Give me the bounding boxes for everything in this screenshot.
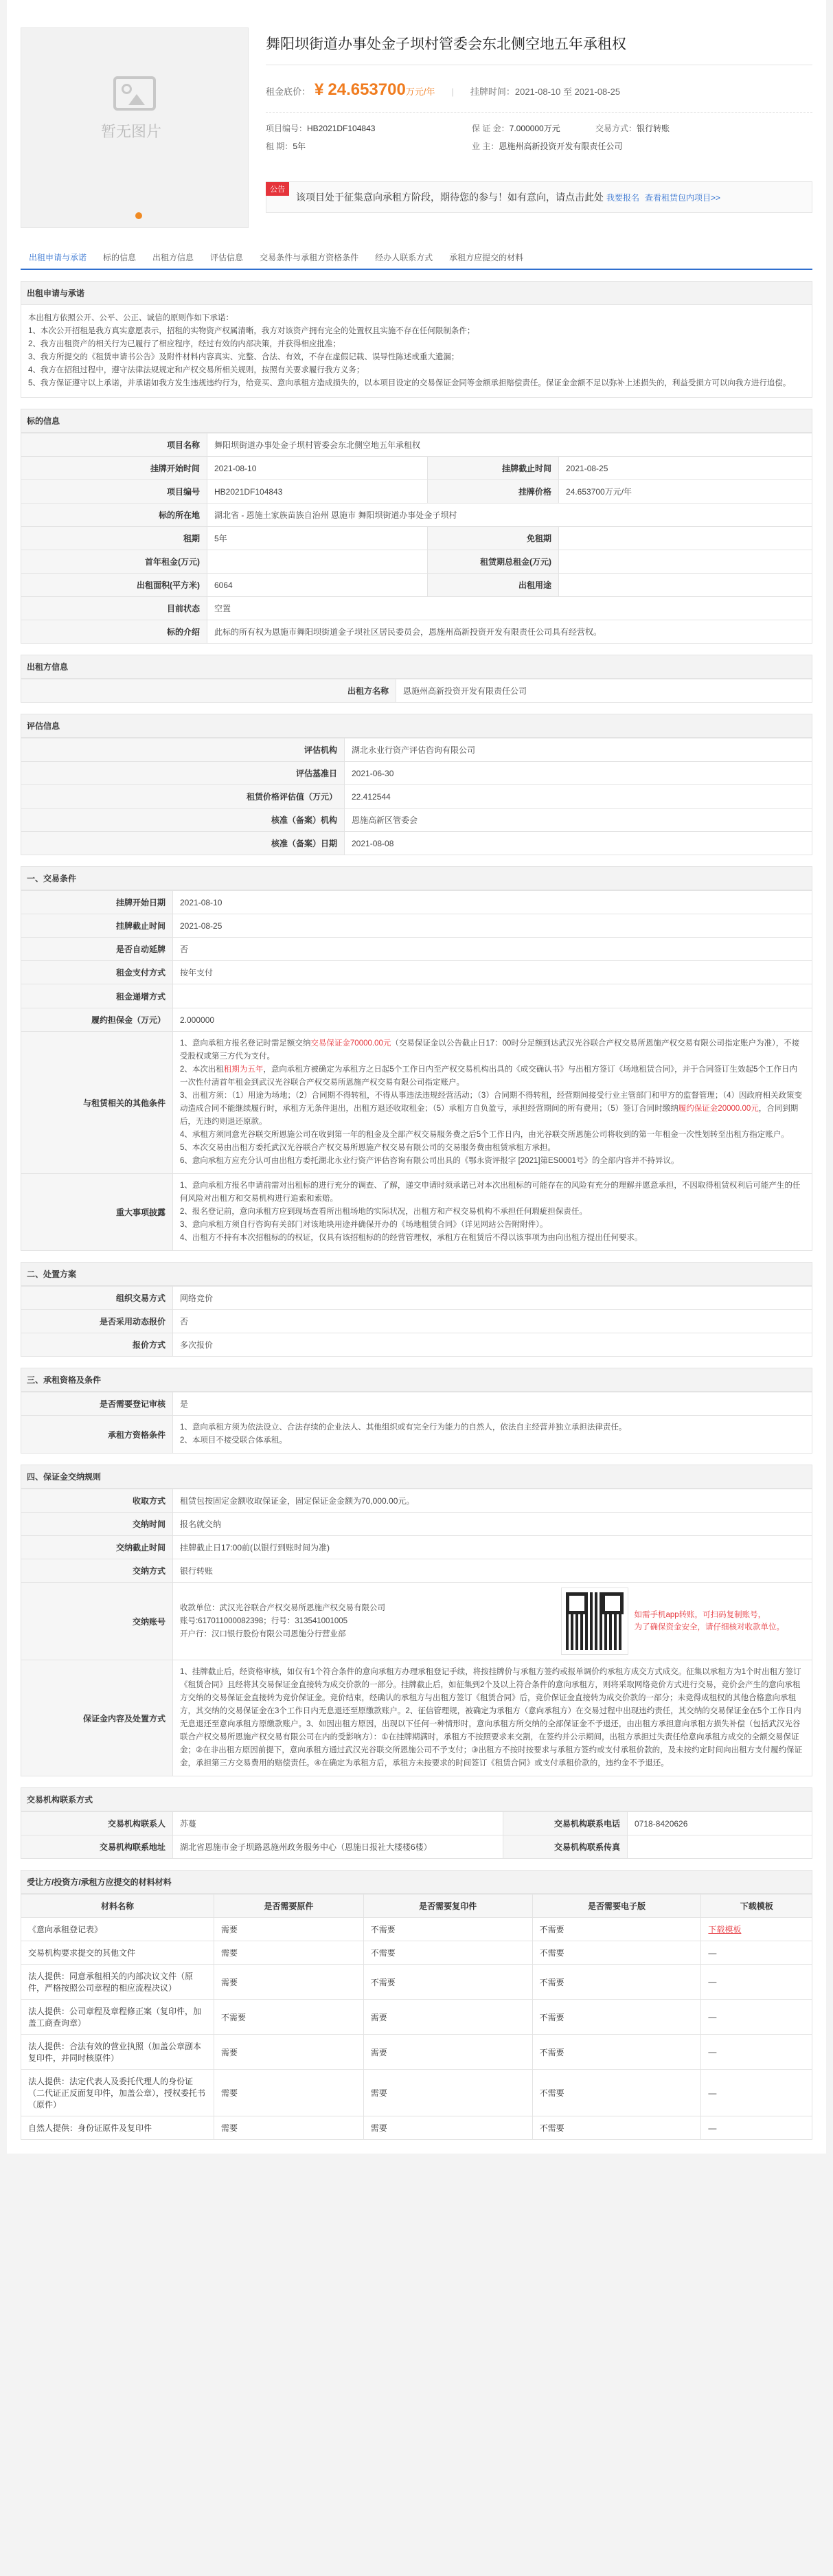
cell-label: 评估机构 bbox=[21, 738, 345, 762]
cell-label: 重大事项披露 bbox=[21, 1174, 173, 1251]
cell-value: 此标的所有权为恩施市舞阳坝街道金子坝社区居民委员会，恩施州高新投资开发有限责任公司具有经营权。 bbox=[207, 620, 812, 644]
notice-tag: 公告 bbox=[266, 182, 289, 196]
section-title: 评估信息 bbox=[21, 714, 812, 738]
project-no-label: 项目编号： bbox=[266, 124, 308, 133]
tab-lessor[interactable]: 出租方信息 bbox=[152, 253, 194, 262]
notice-text: 该项目处于征集意向承租方阶段，期待您的参与！如有意向，请点击此处 bbox=[296, 192, 604, 203]
lessor-table bbox=[21, 679, 812, 703]
cell-value: HB2021DF104843 bbox=[207, 480, 428, 504]
cell-label: 出租用途 bbox=[428, 574, 559, 597]
apply-line: 4、我方在招租过程中，遵守法律法规规定和产权交易所相关规则，按照有关要求履行我方义务； bbox=[28, 366, 365, 374]
owner-label: 业 主： bbox=[472, 142, 499, 151]
cell-label: 项目编号 bbox=[21, 480, 207, 504]
qr-code-icon[interactable] bbox=[562, 1588, 628, 1654]
section-title: 一、交易条件 bbox=[21, 866, 812, 890]
price-unit: 万元/年 bbox=[405, 87, 435, 97]
other-conditions: 1、意向承租方报名登记时需足额交纳交易保证金70000.00元（交易保证金以公告截止日17：00时分足额到达武汉光谷联合产权交易所恩施产权交易有限公司指定账户为准），不接受股权或第三方代为支付。 2、本次出租租期为五年，意向承租方被确定为承租方之日起5个工作日内至产权交易机构出具的《成交确认书》与出租方签订《场地租赁合同》，并于合同签订生效起5个工作日内一次性付清首年租金到武汉光谷联合产权交易所恩施产权交易有限公司指定账户。 3、出租方须：（1）用途为场地；（2）合同期不得转租，不得从事违法违规经营活动；（3）合同期不得转租，经营期间接受行业主管部门和甲方的监督管理；（4）因政府相关政策变动造成合同不能继续履行时，承租方无条件退出，出租方退还收取租金；（5）承租方自负盈亏，承担经营期间的所有费用；（5）签订合同时缴纳履约保证金20000.00元，合同到期后，无违约则退还原款。 4、承租方须同意光谷联交所恩施公司在收到第一年的租金及全部产权交易服务费之后5个工作日内，由光谷联交所恩施公司将收到的第一年租金一次性划转至出租方指定账户。 5、本次交易由出租方委托武汉光谷联合产权交易所恩施产权交易有限公司的交易服务费由租赁承租方承担。 6、意向承租方应充分认可由出租方委托湖北永业行资产评估咨询有限公司出具的《鄂永资评报字 [2021]第ES0001号》的全部内容并不持异议。 bbox=[173, 1032, 812, 1174]
pay-method-label: 交易方式： bbox=[595, 124, 637, 133]
owner-value: 恩施州高新投资开发有限责任公司 bbox=[499, 142, 623, 151]
cell-value: 2021-08-10 bbox=[207, 457, 428, 480]
cell-label: 核准（备案）机构 bbox=[21, 809, 345, 832]
cell-label: 履约担保金（万元） bbox=[21, 1008, 173, 1032]
table-row: 交易机构要求提交的其他文件 需要 不需要 不需要 — bbox=[21, 1941, 812, 1965]
cell-label: 交易机构联系传真 bbox=[503, 1835, 628, 1859]
subject-table bbox=[21, 433, 812, 644]
cell-label: 标的介绍 bbox=[21, 620, 207, 644]
cell-value: 湖北省 - 恩施土家族苗族自治州 恩施市 舞阳坝街道办事处金子坝村 bbox=[207, 504, 812, 527]
cell-value: 空置 bbox=[207, 597, 812, 620]
cell-label: 收取方式 bbox=[21, 1489, 173, 1513]
materials-table bbox=[21, 1894, 812, 2140]
view-package-link[interactable]: 查看租赁包内项目>> bbox=[645, 192, 721, 203]
cell-value: 2021-08-08 bbox=[345, 832, 812, 855]
table-row: 法人提供：公司章程及章程修正案（复印件，加盖工商查询章） 不需要 需要 不需要 — bbox=[21, 2000, 812, 2035]
apply-content bbox=[21, 305, 812, 398]
cell-value: 24.653700万元/年 bbox=[559, 480, 812, 504]
carousel-dot[interactable] bbox=[135, 212, 142, 219]
apply-line: 本出租方依照公开、公平、公正、诚信的原则作如下承诺： bbox=[28, 314, 233, 322]
cell-label: 出租方名称 bbox=[21, 679, 396, 703]
term-label: 租 期： bbox=[266, 142, 293, 151]
image-icon bbox=[113, 76, 156, 111]
col-header: 下载模板 bbox=[701, 1895, 812, 1918]
section-title: 出租方信息 bbox=[21, 655, 812, 679]
deposit-table bbox=[21, 1489, 812, 1776]
cell-label: 租金支付方式 bbox=[21, 961, 173, 984]
pay-method: 银行转账 bbox=[637, 124, 670, 133]
cell-value: 湖北永业行资产评估咨询有限公司 bbox=[345, 738, 812, 762]
cell-label: 目前状态 bbox=[21, 597, 207, 620]
section-title: 出租申请与承诺 bbox=[21, 281, 812, 305]
section-evaluation bbox=[21, 714, 812, 855]
section-trade-conditions bbox=[21, 866, 812, 1251]
term-value: 5年 bbox=[293, 142, 306, 151]
table-row: 《意向承租登记表》 需要 不需要 不需要 下载模板 bbox=[21, 1918, 812, 1941]
cell-value: 租赁包按固定金额收取保证金，固定保证金金额为70,000.00元。 bbox=[173, 1489, 812, 1513]
cell-value: 网络竞价 bbox=[173, 1287, 812, 1310]
cell-label: 挂牌开始时间 bbox=[21, 457, 207, 480]
section-contact bbox=[21, 1787, 812, 1859]
tab-materials[interactable]: 承租方应提交的材料 bbox=[449, 253, 524, 262]
disposal-table bbox=[21, 1286, 812, 1357]
contact-table bbox=[21, 1811, 812, 1859]
cell-value: 22.412544 bbox=[345, 785, 812, 809]
account-info: 收款单位：武汉光谷联合产权交易所恩施产权交易有限公司 账号:617011000082398；行号：313541001005 开户行：汉口银行股份有限公司恩施分行营业部 如需手机app转账，可扫码复制账号， 为了确保资金安全，请仔细核对收款单位。 bbox=[173, 1583, 812, 1660]
listing-time: 2021-08-10 至 2021-08-25 bbox=[514, 87, 621, 97]
currency-symbol: ¥ bbox=[315, 80, 324, 99]
cell-label: 挂牌开始日期 bbox=[21, 891, 173, 914]
table-row: 法人提供：合法有效的营业执照（加盖公章副本复印件，并同时核原件） 需要 需要 不需要 — bbox=[21, 2035, 812, 2070]
apply-line: 2、我方出租资产的相关行为已履行了相应程序，经过有效的内部决策，并获得相应批准； bbox=[28, 340, 341, 348]
tab-evaluation[interactable]: 评估信息 bbox=[210, 253, 244, 262]
cell-value: 按年支付 bbox=[173, 961, 812, 984]
qr-tip-2: 为了确保资金安全，请仔细核对收款单位。 bbox=[634, 1623, 784, 1631]
price-row: 租金底价： ¥ 24.653700 万元/年 | 挂牌时间： 2021-08-10 至 2021-08-25 bbox=[266, 80, 621, 99]
cell-label: 交纳方式 bbox=[21, 1559, 173, 1583]
cell-value: 2021-08-25 bbox=[173, 914, 812, 938]
tab-subject[interactable]: 标的信息 bbox=[103, 253, 137, 262]
table-row: 法人提供：同意承租相关的内部决议文件（原件，严格按照公司章程的相应流程决议） 需要 不需要 不需要 — bbox=[21, 1965, 812, 2000]
cell-value: 银行转账 bbox=[173, 1559, 812, 1583]
download-template-link[interactable]: 下载模板 bbox=[708, 1925, 742, 1934]
cell-label: 是否自动延牌 bbox=[21, 938, 173, 961]
cell-label: 核准（备案）日期 bbox=[21, 832, 345, 855]
section-tabs bbox=[21, 246, 812, 270]
cell-value: 0718-8420626 bbox=[628, 1812, 812, 1835]
evaluation-table bbox=[21, 738, 812, 855]
cell-value: 多次报价 bbox=[173, 1333, 812, 1357]
price-value: 24.653700 bbox=[328, 80, 406, 99]
cell-value bbox=[628, 1835, 812, 1859]
cell-label: 交易机构联系电话 bbox=[503, 1812, 628, 1835]
qr-tip: 如需手机app转账，可扫码复制账号， bbox=[634, 1611, 766, 1619]
apply-line: 1、本次公开招租是我方真实意愿表示，招租的实物资产权属清晰，我方对该资产拥有完全的处置权且实施不存在任何限制条件； bbox=[28, 327, 475, 335]
cell-value: 2021-06-30 bbox=[345, 762, 812, 785]
section-materials bbox=[21, 1870, 812, 2140]
cell-value bbox=[173, 984, 812, 1008]
cell-value: 湖北省恩施市金子坝路恩施州政务服务中心（恩施日报社大楼楼6楼） bbox=[173, 1835, 503, 1859]
qualification-table bbox=[21, 1392, 812, 1454]
table-row: 自然人提供：身份证原件及复印件 需要 需要 不需要 — bbox=[21, 2116, 812, 2140]
tab-contact[interactable]: 经办人联系方式 bbox=[375, 253, 433, 262]
cell-label: 租赁价格评估值（万元） bbox=[21, 785, 345, 809]
section-title: 交易机构联系方式 bbox=[21, 1787, 812, 1811]
cell-label: 交纳截止时间 bbox=[21, 1536, 173, 1559]
cell-value bbox=[559, 527, 812, 550]
cell-value: 2021-08-25 bbox=[559, 457, 812, 480]
project-info bbox=[249, 27, 812, 228]
section-qualification bbox=[21, 1368, 812, 1454]
page bbox=[7, 0, 826, 2154]
section-disposal-plan bbox=[21, 1262, 812, 1357]
cell-label: 报价方式 bbox=[21, 1333, 173, 1357]
table-row: 法人提供：法定代表人及委托代理人的身份证（二代证正反面复印件，加盖公章），授权委托书（原件） 需要 需要 不需要 — bbox=[21, 2070, 812, 2116]
notice-bar bbox=[266, 181, 812, 213]
price-label: 租金底价： bbox=[266, 87, 311, 97]
listing-label: 挂牌时间： bbox=[470, 87, 515, 97]
col-header: 材料名称 bbox=[21, 1895, 214, 1918]
tab-conditions[interactable]: 交易条件与承租方资格条件 bbox=[260, 253, 359, 262]
cell-label: 挂牌截止时间 bbox=[428, 457, 559, 480]
cell-label: 免租期 bbox=[428, 527, 559, 550]
cell-label: 出租面积(平方米) bbox=[21, 574, 207, 597]
cell-value: 是 bbox=[173, 1392, 812, 1416]
section-title: 三、承租资格及条件 bbox=[21, 1368, 812, 1392]
no-image bbox=[100, 76, 162, 152]
cell-label: 交易机构联系地址 bbox=[21, 1835, 173, 1859]
cell-label: 交纳账号 bbox=[21, 1583, 173, 1660]
project-header bbox=[7, 0, 826, 228]
apply-line: 5、我方保证遵守以上承诺，并承诺如我方发生违规违约行为，给竞买、意向承租方造成损失的，以本项目设定的交易保证金同等金额承担赔偿责任。保证金金额不足以弥补上述损失的，利益受损方可以向我方进行追偿。 bbox=[28, 379, 791, 387]
cell-label: 标的所在地 bbox=[21, 504, 207, 527]
cell-value bbox=[559, 550, 812, 574]
col-header: 是否需要电子版 bbox=[532, 1895, 701, 1918]
cell-label: 首年租金(万元) bbox=[21, 550, 207, 574]
no-image-text: 暂无图片 bbox=[100, 123, 161, 140]
cell-value bbox=[559, 574, 812, 597]
section-subject bbox=[21, 409, 812, 644]
section-lessor bbox=[21, 655, 812, 703]
cell-value: 恩施州高新投资开发有限责任公司 bbox=[396, 679, 812, 703]
cell-label: 与租赁相关的其他条件 bbox=[21, 1032, 173, 1174]
col-header: 是否需要复印件 bbox=[363, 1895, 532, 1918]
section-title: 标的信息 bbox=[21, 409, 812, 433]
cell-value: 挂牌截止日17:00前(以银行到账时间为准) bbox=[173, 1536, 812, 1559]
major-disclosure: 1、意向承租方报名申请前需对出租标的进行充分的调查、了解，递交申请时须承诺已对本次出租标的可能存在的风险有充分的理解并愿意承担，不因取得租赁权利后可能产生的任何风险对出租方和交易机构进行追索和索赔。 2、报名登记前，意向承租方应到现场查看所出租场地的实际状况，出租方和产权交易机构不承担任何瑕疵担保责任。 3、意向承租方须自行咨询有关部门对该地块用途并确保开办的《场地租赁合同》（详见网站公告附附件）。 4、出租方不持有本次招租标的的权证，仅具有该招租标的的经营管理权，承租方在租赁后不得以该事项为由向出租方提出任何要求。 bbox=[173, 1174, 812, 1251]
section-title: 四、保证金交纳规则 bbox=[21, 1465, 812, 1489]
section-title: 受让方/投资方/承租方应提交的材料材料 bbox=[21, 1870, 812, 1894]
section-apply bbox=[21, 281, 812, 398]
cell-label: 租赁期总租金(万元) bbox=[428, 550, 559, 574]
cell-label: 评估基准日 bbox=[21, 762, 345, 785]
cell-label: 租金递增方式 bbox=[21, 984, 173, 1008]
cell-label: 项目名称 bbox=[21, 433, 207, 457]
cell-value: 否 bbox=[173, 938, 812, 961]
apply-line: 3、我方所提交的《租赁申请书公告》及附件材料内容真实、完整、合法、有效，不存在虚假记载、误导性陈述或重大遗漏； bbox=[28, 353, 459, 361]
cell-value: 2.000000 bbox=[173, 1008, 812, 1032]
page-title: 舞阳坝街道办事处金子坝村管委会东北侧空地五年承租权 bbox=[266, 33, 812, 65]
cell-label: 是否需要登记审核 bbox=[21, 1392, 173, 1416]
project-no: HB2021DF104843 bbox=[307, 124, 376, 133]
section-deposit-rules bbox=[21, 1465, 812, 1776]
signup-link[interactable]: 我要报名 bbox=[606, 192, 640, 203]
cell-value: 2021-08-10 bbox=[173, 891, 812, 914]
deposit-label: 保 证 金： bbox=[472, 124, 510, 133]
cell-value: 6064 bbox=[207, 574, 428, 597]
cell-value: 5年 bbox=[207, 527, 428, 550]
cell-label: 交纳时间 bbox=[21, 1513, 173, 1536]
trade-table bbox=[21, 890, 812, 1251]
project-meta bbox=[266, 112, 812, 155]
cell-label: 租期 bbox=[21, 527, 207, 550]
project-image-placeholder bbox=[21, 27, 249, 228]
qualification-conditions: 1、意向承租方须为依法设立、合法存续的企业法人、其他组织或有完全行为能力的自然人，依法自主经营并独立承担法律责任。 2、本项目不接受联合体承租。 bbox=[173, 1416, 812, 1454]
cell-label: 挂牌价格 bbox=[428, 480, 559, 504]
tab-apply[interactable]: 出租申请与承诺 bbox=[21, 246, 95, 270]
deposit-deal-text: 1、挂牌截止后，经资格审核，如仅有1个符合条件的意向承租方办理承租登记手续，将按挂牌价与承租方签约或报单调价约承租方成交方式成交。征集以承租方为1个时出租方签订《租赁合同》且经将其交易保证金直接转为成交价款的一部分。挂牌截止后，如征集到2个及以上符合条件的意向承租方，则将采取网络竞价方式进行交易，竞价会产生的意向承租方交纳的交易保证金直接转为竞价保证金。竞价结束，经确认的承租方与出租方签订《租赁合同》后，竞价保证金直接转为成交价款的一部分；未竞得成租权的其他合格意向承租方，其交纳的交易保证金在3个工作日内无息退还至原缴款账户。2、征信管理规，被确定为承租方（意向承租方）在交易过程中出现违约责任，其交纳的交易保证金在5个工作日内无息退还至意向承租方原缴款账户。3、如因出租方原因，出现以下任何一种情形时，意向承租方所交纳的全部保证金不予退还，由出租方承担意向承租方损失补偿（包括武汉光谷联合产权交易所恩施产权交易有限公司在内的受影响方）：①在挂牌期满时，承租方不按照要求来交割，在签约并公示期间，出租方承担过失责任给意向承租方成交的全额交易保证金；②在非出租方原因前提下，意向承租方通过武汉光谷联交所恩施公司不予支付；③出租方不按时按要求与承租方签约或支付承租价款的，及未按约定时间向出租方支付履约保证金，承担第三方交易费用的赔偿责任。④在确定为承租方后，承租方未按要求的时间签订《租赁合同》或支付承租价款的，违约金不予退还。 bbox=[173, 1660, 812, 1776]
cell-value: 恩施高新区管委会 bbox=[345, 809, 812, 832]
cell-value: 苏蔓 bbox=[173, 1812, 503, 1835]
cell-label: 是否采用动态报价 bbox=[21, 1310, 173, 1333]
cell-value bbox=[207, 550, 428, 574]
col-header: 是否需要原件 bbox=[214, 1895, 364, 1918]
deposit-value: 7.000000万元 bbox=[509, 124, 560, 133]
cell-label: 挂牌截止时间 bbox=[21, 914, 173, 938]
cell-value: 舞阳坝街道办事处金子坝村管委会东北侧空地五年承租权 bbox=[207, 433, 812, 457]
cell-label: 组织交易方式 bbox=[21, 1287, 173, 1310]
cell-label: 承租方资格条件 bbox=[21, 1416, 173, 1454]
cell-value: 否 bbox=[173, 1310, 812, 1333]
cell-label: 交易机构联系人 bbox=[21, 1812, 173, 1835]
cell-label: 保证金内容及处置方式 bbox=[21, 1660, 173, 1776]
cell-value: 报名就交纳 bbox=[173, 1513, 812, 1536]
section-title: 二、处置方案 bbox=[21, 1262, 812, 1286]
